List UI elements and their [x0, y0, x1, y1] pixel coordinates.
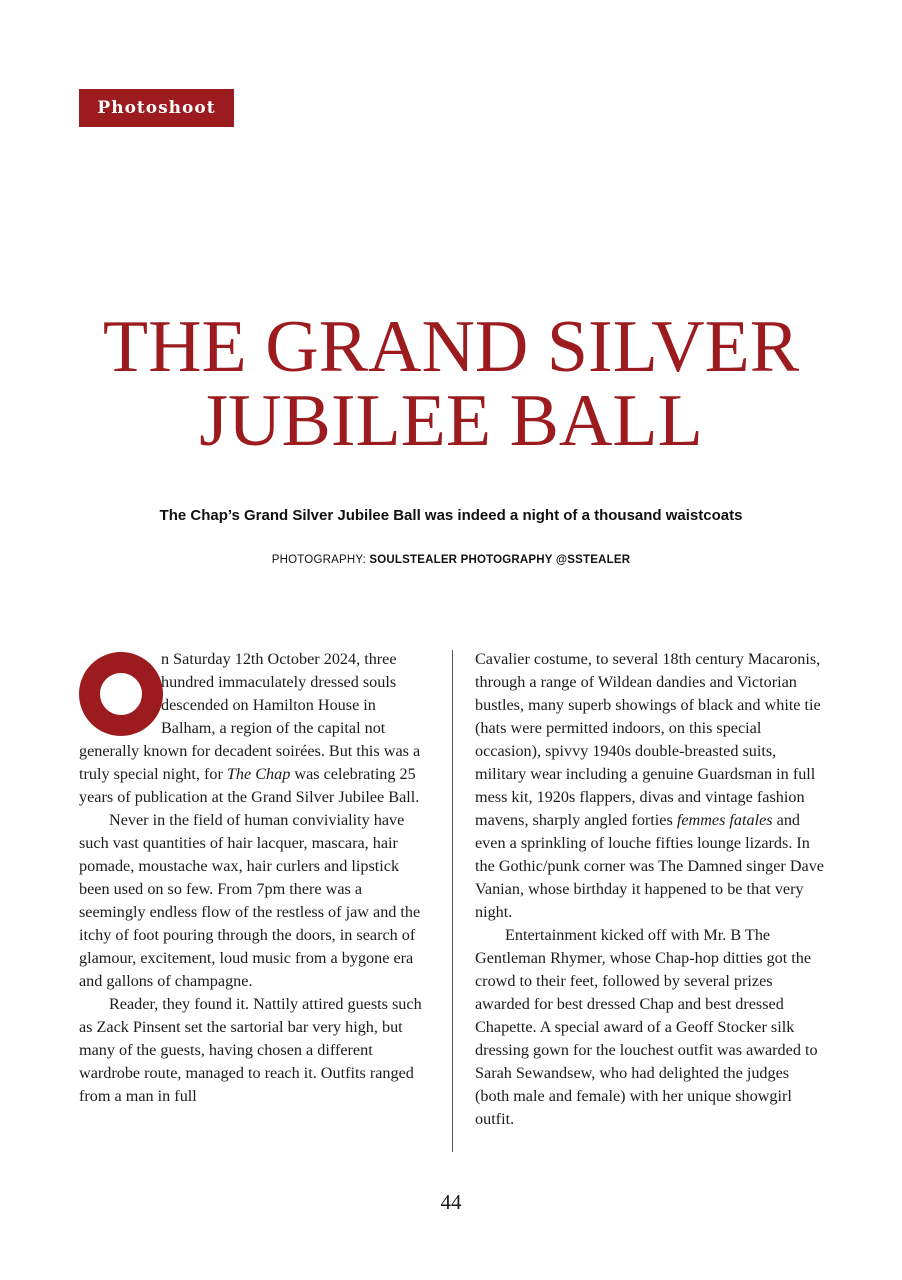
credit-value: SOULSTEALER PHOTOGRAPHY @SSTEALER — [369, 554, 631, 566]
paragraph-2: Never in the field of human conviviality have such vast quantities of hair lacquer, mascara, hair pomade, moustache wax, hair curlers and lipstick been used on so few. From 7pm there was a seemingly endless flow of the restless of jaw and the itchy of foot pouring through the doors, in search of glamour, excitement, loud music from a bygone era and gallons of champagne. — [79, 811, 421, 990]
paragraph-1-text-c: was celebrating 25 years of publication at the Grand Silver Jubilee Ball. — [79, 765, 420, 806]
paragraph-3: Reader, they found it. Nattily attired guests such as Zack Pinsent set the sartorial bar very high, but many of the guests, having chosen a different wardrobe route, managed to reach it. Outfits ranged from a man in full — [79, 995, 422, 1105]
page-number: 44 — [440, 1190, 462, 1214]
photo-credit — [0, 554, 902, 566]
credit-label: PHOTOGRAPHY: — [271, 554, 370, 566]
femmes-fatales: femmes fatales — [676, 811, 773, 829]
column-right — [475, 648, 825, 1131]
drop-cap-letter — [79, 652, 80, 653]
paragraph-4 — [475, 648, 825, 924]
title-line-1: THE GRAND SILVER — [102, 306, 800, 388]
paragraph-1-text-a: n Saturday 12th October 2024, three hundred immaculately dressed souls descended on Hamilton House in Balham, a region of the capital not generally known for decadent soirées. But this was a truly special night, for — [79, 650, 421, 783]
standfirst: The Chap’s Grand Silver Jubilee Ball was indeed a night of a thousand waistcoats — [159, 507, 743, 524]
magazine-name: The Chap — [226, 765, 291, 783]
drop-cap — [79, 652, 151, 724]
paragraph-1 — [79, 648, 429, 809]
paragraph-4-text-c: and even a sprinkling of louche fifties lounge lizards. In the Gothic/punk corner was The Damned singer Dave Vanian, whose birthday it happened to be that very night. — [475, 811, 824, 921]
title-line-2: JUBILEE BALL — [199, 380, 703, 462]
paragraph-5: Entertainment kicked off with Mr. B The Gentleman Rhymer, whose Chap-hop ditties got the crowd to their feet, followed by several prizes awarded for best dressed Chap and best dressed Chapette. A special award of a Geoff Stocker silk dressing gown for the louchest outfit was awarded to Sarah Sewandsew, who had delighted the judges (both male and female) with her unique showgirl outfit. — [475, 926, 818, 1128]
drop-cap-ring-icon — [79, 652, 163, 736]
paragraph-4-text-a: Cavalier costume, to several 18th century Macaronis, through a range of Wildean dandies and Victorian bustles, many superb showings of black and white tie (hats were permitted indoors, on this special occasion), spivvy 1940s double-breasted suits, military wear including a genuine Guardsman in full mess kit, 1920s flappers, divas and vintage fashion mavens, sharply angled forties — [475, 650, 821, 829]
column-left — [79, 648, 429, 1108]
article-title — [0, 306, 902, 462]
column-divider — [452, 650, 453, 1152]
section-tag: Photoshoot — [79, 89, 234, 127]
